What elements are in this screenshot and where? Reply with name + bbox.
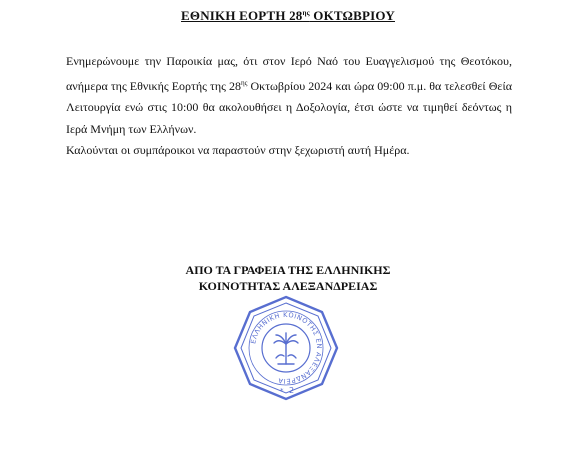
signature-line-1: ΑΠΟ ΤΑ ΓΡΑΦΕΙΑ ΤΗΣ ΕΛΛΗΝΙΚΗΣ — [185, 263, 391, 277]
page-title — [0, 8, 576, 24]
seal-palm-emblem — [274, 333, 298, 364]
announcement-paragraph-2: Καλούνται οι συμπάροικοι να παραστούν στην ξεχωριστή αυτή Ημέρα. — [66, 143, 410, 157]
announcement-body — [66, 51, 512, 162]
seal-number: 2 — [289, 386, 295, 395]
paragraph-1-part-2: Οκτωβρίου 2024 και ώρα 09:00 π.μ. θα τελεσθεί Θεία Λειτουργία ενώ στις 10:00 θα ακολουθήσει η Δοξολογία, έτσι ώστε να τιμηθεί δεόντως η Ιερά Μνήμη των Ελλήνων. — [66, 78, 512, 136]
title-ordinal-suffix: ης — [302, 9, 310, 17]
title-text-after: ΟΚΤΩΒΡΙΟΥ — [309, 8, 395, 23]
signature-line-2: ΚΟΙΝΟΤΗΤΑΣ ΑΛΕΞΑΝΔΡΕΙΑΣ — [198, 279, 378, 293]
title-text: ΕΘΝΙΚΗ ΕΟΡΤΗ 28 — [181, 8, 303, 23]
paragraph-1-part-1: Ενημερώνουμε την Παροικία μας, ότι στον Ιερό Ναό του Ευαγγελισμού της Θεοτόκου, ανήμερα της Εθνικής Εορτής της 28 — [66, 54, 512, 93]
paragraph-1-ordinal-suffix: ης — [240, 78, 248, 87]
announcement-paragraph-1 — [66, 51, 512, 140]
seal-star-icon: * — [280, 387, 284, 395]
signature-block — [0, 262, 576, 294]
community-seal-stamp — [232, 294, 340, 402]
seal-ring-text: ΕΛΛΗΝΙΚΗ ΚΟΙΝΟΤΗΣ ΕΝ ΑΛΕΞΑΝΔΡΕΙΑ — [249, 310, 324, 386]
